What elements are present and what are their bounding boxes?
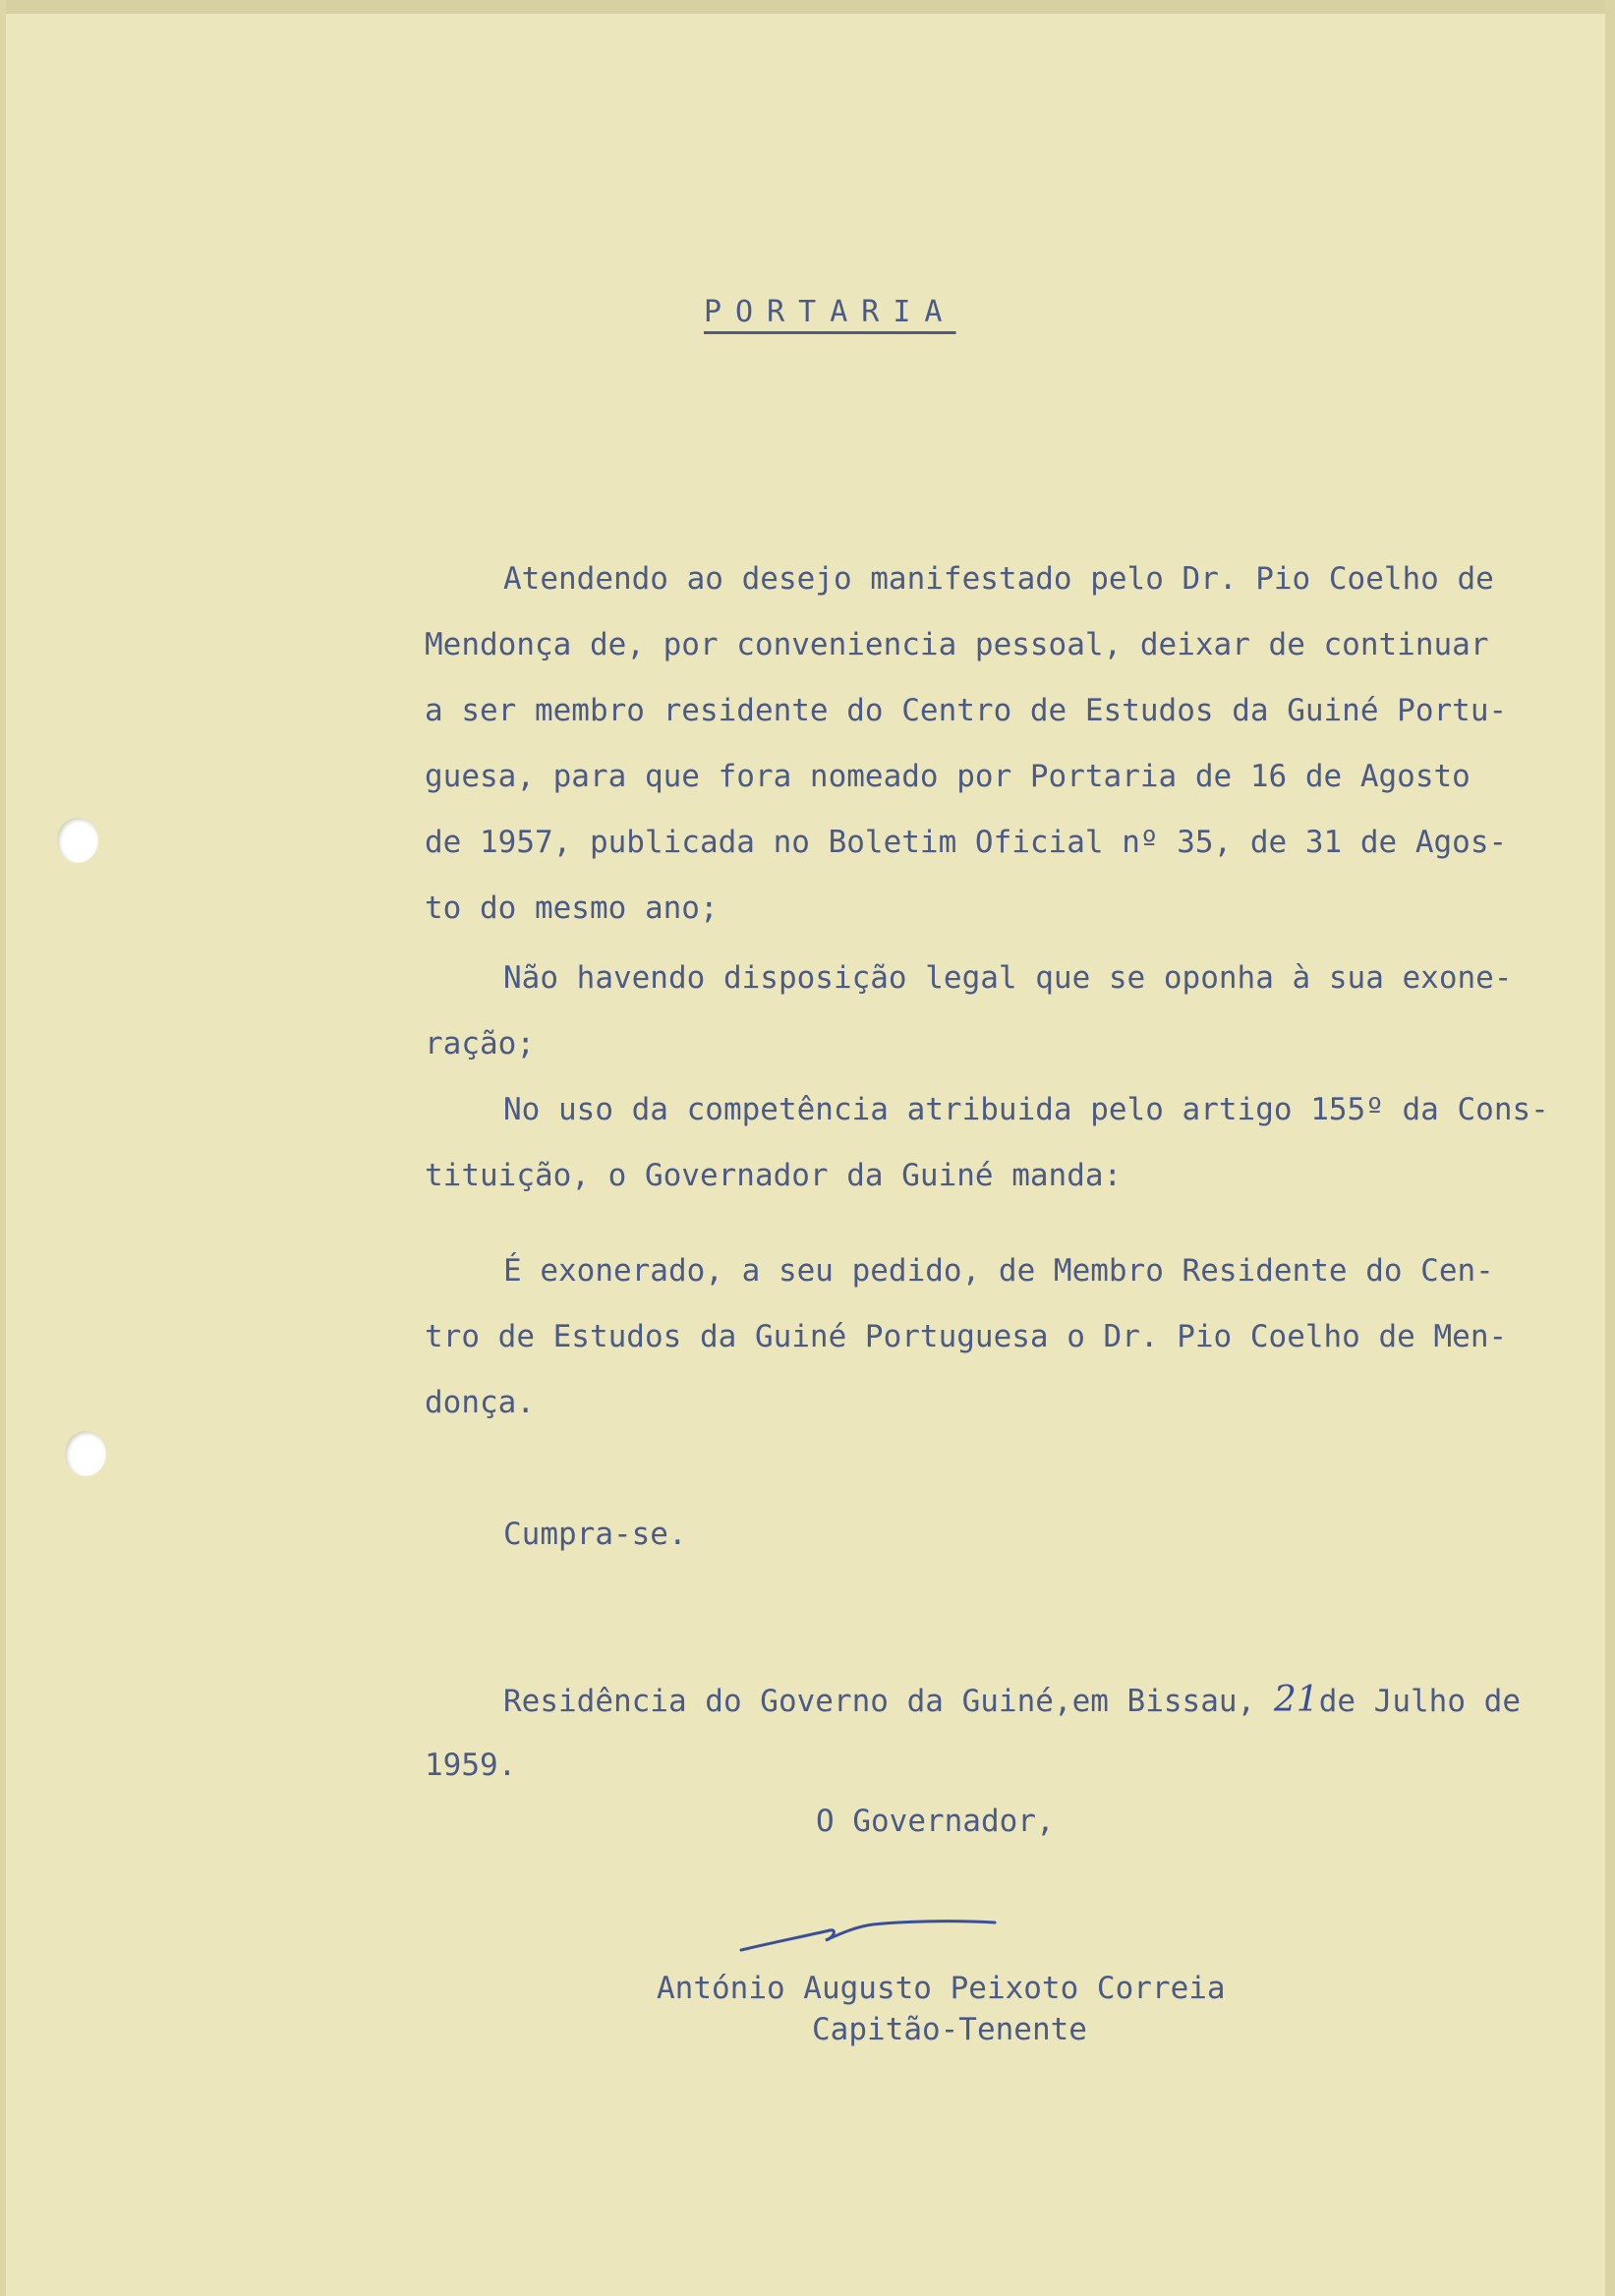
paper-edge-right (1605, 0, 1615, 2296)
closing-formula (425, 1502, 1575, 1568)
closing-text: Cumpra-se. (503, 1517, 687, 1552)
handwritten-day: 21 (1273, 1680, 1319, 1720)
text-line: tro de Estudos da Guiné Portuguesa o Dr. Pio Coelho de Men- (425, 1319, 1508, 1354)
paper-edge-top (0, 0, 1615, 14)
place-and-date (425, 1667, 1575, 1799)
place-date-suffix: de Julho de (1318, 1684, 1521, 1719)
paragraph-decision (425, 1238, 1575, 1436)
text-line: a ser membro residente do Centro de Estudos da Guiné Portu- (425, 693, 1508, 728)
paper-edge-left (0, 0, 6, 2296)
paragraph-preamble (425, 546, 1575, 942)
text-line: ração; (425, 1026, 535, 1062)
text-line: de 1957, publicada no Boletim Oficial nº 35, de 31 de Agos- (425, 825, 1508, 860)
text-line: guesa, para que fora nomeado por Portaria de 16 de Agosto (425, 759, 1471, 794)
punch-hole (65, 1431, 106, 1476)
document-title: PORTARIA (704, 295, 956, 329)
text-line: Mendonça de, por conveniencia pessoal, deixar de continuar (425, 627, 1489, 662)
text-line: tituição, o Governador da Guiné manda: (425, 1158, 1123, 1193)
handwritten-signature (735, 1907, 1010, 1966)
place-date-prefix: Residência do Governo da Guiné,em Bissau, (503, 1684, 1274, 1719)
signatory-title (816, 1789, 1615, 1855)
signatory-name: António Augusto Peixoto Correia (657, 1971, 1226, 2006)
text-line: donça. (425, 1385, 535, 1420)
paragraph-legal-basis (425, 946, 1575, 1077)
signatory-title-text: O Governador, (816, 1804, 1055, 1839)
text-line: Não havendo disposição legal que se oponha à sua exone- (503, 960, 1513, 996)
text-line: No uso da competência atribuida pelo artigo 155º da Cons- (503, 1092, 1549, 1127)
signatory-rank: Capitão-Tenente (812, 2012, 1087, 2047)
year-line: 1959. (425, 1748, 517, 1783)
text-line: to do mesmo ano; (425, 890, 719, 926)
place-date-line (425, 1667, 1575, 1733)
text-line: Atendendo ao desejo manifestado pelo Dr. Pio Coelho de (503, 561, 1494, 597)
punch-hole (57, 818, 98, 863)
text-line: É exonerado, a seu pedido, de Membro Residente do Cen- (503, 1253, 1494, 1289)
paragraph-competence (425, 1077, 1575, 1209)
